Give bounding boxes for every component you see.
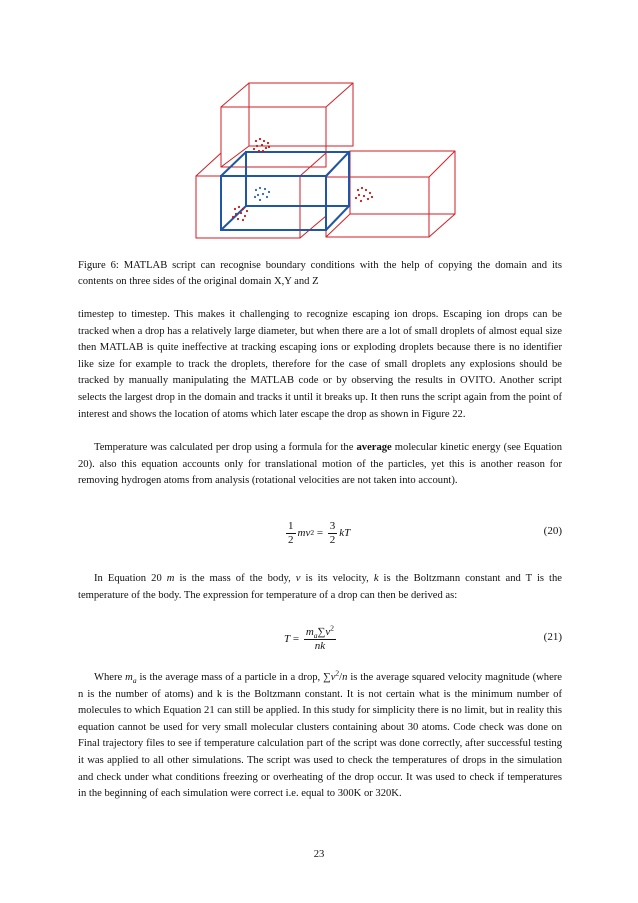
equation-20-body: $\frac{1}{2}$ mv 2 = $\frac{3}{2}$ kT: [288, 519, 351, 546]
equation-20-number: (20): [543, 525, 562, 537]
figure-caption: Figure 6: MATLAB script can recognise boundary conditions with the help of copying the domain and its contents on three sides of the original domain X,Y and Z: [78, 260, 562, 287]
p2-text-a: Temperature was calculated per drop using a formula for the: [94, 442, 357, 453]
paragraph-2: [78, 440, 562, 490]
atom-cluster-red-top: [253, 138, 270, 152]
atom-cluster-red-bottom: [232, 206, 248, 221]
equation-21: [78, 619, 562, 659]
p2-text-b: molecular kinetic energy (see Equation 20). also this equation accounts only for translational motion of the particles, yet this is another reason for removing hydrogen atoms from analysis (rotational velocities are not taken into account).: [78, 442, 563, 487]
page-number: 23: [313, 849, 325, 860]
equation-21-body: T = $\frac{m_a\sum v^2}{nk}$: [284, 622, 335, 652]
figure-6: [0, 0, 638, 250]
eq20-frac-half: $\frac{1}{2}$: [288, 519, 294, 546]
domain-copies-diagram: [0, 0, 638, 250]
copy-domain-z: [221, 83, 353, 167]
paragraph-3: In Equation 20 m is the mass of the body, v is its velocity, k is the Boltzmann constant and T is the temperature of the body. The expression for temperature of a drop can then be derived as:: [78, 573, 562, 601]
original-domain: [221, 152, 349, 230]
eq20-frac-three-halves: $\frac{3}{2}$: [329, 519, 336, 546]
equation-21-number: (21): [543, 631, 562, 643]
eq21-fraction: $\frac{m_a\sum v^2}{nk}$: [305, 622, 335, 652]
p2-bold-average: average: [356, 442, 392, 453]
atom-cluster-red-right: [355, 187, 373, 202]
paragraph-4: Where $m_a$ is the average mass of a particle in a drop, $\sum v^2/n$ is the average squared velocity magnitude (where n is the number of atoms) and k is the Boltzmann constant. It is not certain what is the minimum number of molecules to which Equation 21 can still be applied. In this study for simplicity there is no limit, but in reality this equation cannot be used for very small molecular clusters containing about 30 atoms. Code check was done on Final trajectory files to see if temperature calculation part of the script was done correctly, after successful testing it was applied to all other simulations. The script was used to check the temperatures of drops in the simulation and check under what conditions freezing or overheating of the drop occur. It was used to check if temperatures in the beginning of each simulation were correct i.e. equal to 300K or 320K.: [78, 668, 562, 800]
paragraph-1: timestep to timestep. This makes it challenging to recognize escaping ion drops. Escaping ion drops can be tracked when a drop has a relatively large diameter, but when there are a lot of small droplets of almost equal size then MATLAB is quite ineffective at tracking escaping ions or exploding droplets because there is no identifier like size for example to track the droplets, therefore for the case of small droplets any explosions should be tracked by manually manipulating the MATLAB code or by observing the results in OVITO. Another script selects the largest drop in the domain and tracks it until it breaks up. It then runs the script again from the point of interest and shows the location of atoms which later escape the drop as shown in Figure 22.: [78, 309, 562, 420]
atom-cluster-blue-center: [254, 187, 270, 201]
equation-20: [78, 513, 562, 553]
copy-domain-x: [326, 151, 455, 237]
copy-domain-y: [196, 153, 326, 238]
